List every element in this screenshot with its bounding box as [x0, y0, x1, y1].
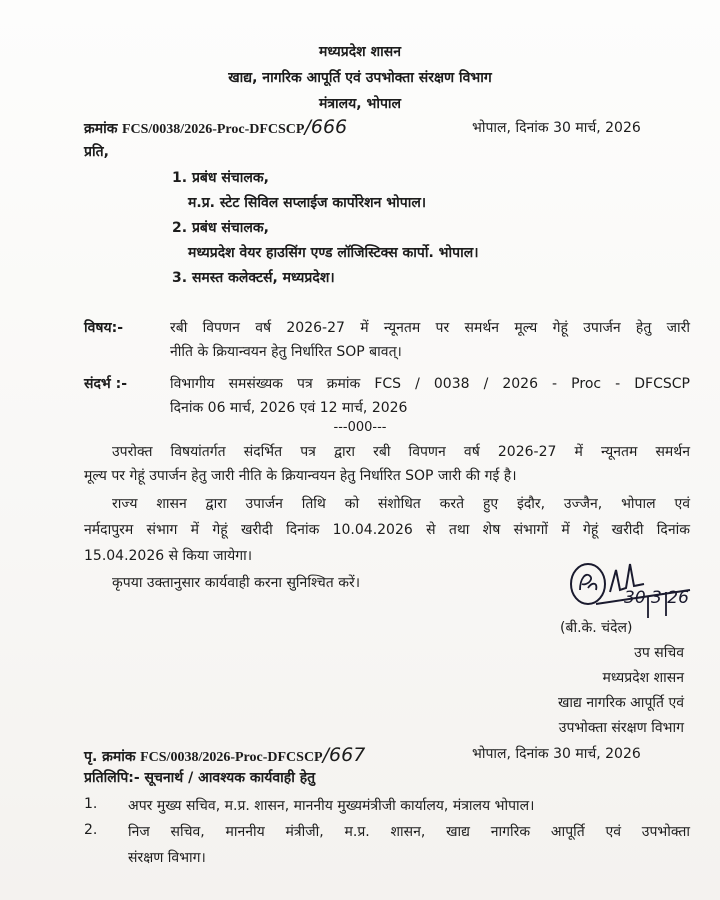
body-para-2-line-1: राज्य शासन द्वारा उपार्जन तिथि को संशोधित करते हुए इंदौर, उज्जैन, भोपाल एवं — [112, 496, 690, 512]
signatory-government: मध्यप्रदेश शासन — [602, 670, 684, 686]
handwritten-number: /666 — [304, 116, 348, 138]
endorsement-number — [84, 744, 365, 766]
signatory-designation: उप सचिव — [634, 645, 684, 661]
copy-item-1: अपर मुख्य सचिव, म.प्र. शासन, माननीय मुख्यमंत्रीजी कार्यालय, मंत्रालय भोपाल। — [128, 798, 535, 814]
copy-item-2-line-2: संरक्षण विभाग। — [128, 850, 206, 866]
separator: ---000--- — [333, 420, 387, 435]
recipient-2-title: 2. प्रबंध संचालक, — [172, 220, 269, 236]
recipient-3: 3. समस्त कलेक्टर्स, मध्यप्रदेश। — [172, 270, 335, 286]
recipient-1-org: म.प्र. स्टेट सिविल सप्लाईज कार्पोरेशन भोपाल। — [188, 195, 427, 211]
signatory-dept-line-1: खाद्य नागरिक आपूर्ति एवं — [557, 695, 684, 711]
signatory-dept-line-2: उपभोक्ता संरक्षण विभाग — [558, 720, 684, 736]
header-government: मध्यप्रदेश शासन — [319, 44, 401, 60]
copy-item-2-num: 2. — [84, 822, 98, 838]
endorsement-place-date: भोपाल, दिनांक 30 मार्च, 2026 — [472, 746, 641, 762]
reference-line-1: विभागीय समसंख्यक पत्र क्रमांक FCS / 0038 / 2026 - Proc - DFCSCP — [170, 376, 690, 392]
body-para-2-line-2: नर्मदापुरम संभाग में गेहूं खरीदी दिनांक 10.04.2026 से तथा शेष संभागों में गेहूं खरीदी दिनांक — [84, 522, 690, 538]
body-para-1-line-1: उपरोक्त विषयांतर्गत संदर्भित पत्र द्वारा रबी विपणन वर्ष 2026-27 में न्यूनतम समर्थन — [112, 444, 690, 460]
letter-number-prefix: क्रमांक — [84, 121, 118, 137]
subject-line-2: नीति के क्रियान्वयन हेतु निर्धारित SOP बावत्। — [170, 344, 402, 360]
body-para-3: कृपया उक्तानुसार कार्यवाही करना सुनिश्चित करें। — [112, 575, 361, 591]
letter-number-code: FCS/0038/2026-Proc-DFCSCP — [121, 122, 305, 137]
copy-to-label: प्रतिलिपि:- सूचनार्थ / आवश्यक कार्यवाही हेतु — [84, 770, 316, 786]
signatory-name: (बी.के. चंदेल) — [560, 620, 633, 636]
recipient-1-title: 1. प्रबंध संचालक, — [172, 170, 269, 186]
body-para-1-line-2: मूल्य पर गेहूं उपार्जन हेतु जारी नीति के क्रियान्वयन हेतु निर्धारित SOP जारी की गई है। — [84, 468, 517, 484]
letter-number — [84, 116, 347, 138]
copy-item-2-line-1: निज सचिव, माननीय मंत्रीजी, म.प्र. शासन, खाद्य नागरिक आपूर्ति एवं उपभोक्ता — [128, 824, 690, 840]
body-para-2-line-3: 15.04.2026 से किया जायेगा। — [84, 548, 253, 564]
handwritten-endorsement-number: /667 — [322, 744, 366, 766]
to-label: प्रति, — [84, 144, 109, 160]
recipient-2-org: मध्यप्रदेश वेयर हाउसिंग एण्ड लॉजिस्टिक्स कार्पो. भोपाल। — [188, 245, 479, 261]
letter-place-date: भोपाल, दिनांक 30 मार्च, 2026 — [472, 120, 641, 136]
subject-line-1: रबी विपणन वर्ष 2026-27 में न्यूनतम पर समर्थन मूल्य गेहूं उपार्जन हेतु जारी — [170, 320, 690, 336]
endorsement-code: FCS/0038/2026-Proc-DFCSCP — [140, 750, 323, 765]
header-department: खाद्य, नागरिक आपूर्ति एवं उपभोक्ता संरक्षण विभाग — [228, 70, 492, 86]
sign-date-digits: 30 3 26 — [624, 588, 689, 608]
header-office: मंत्रालय, भोपाल — [318, 96, 402, 112]
endorsement-prefix: पृ. क्रमांक — [84, 749, 136, 765]
copy-item-1-num: 1. — [84, 796, 98, 812]
subject-label: विषय:- — [84, 320, 124, 336]
reference-label: संदर्भ :- — [84, 376, 128, 392]
reference-line-2: दिनांक 06 मार्च, 2026 एवं 12 मार्च, 2026 — [170, 400, 408, 416]
